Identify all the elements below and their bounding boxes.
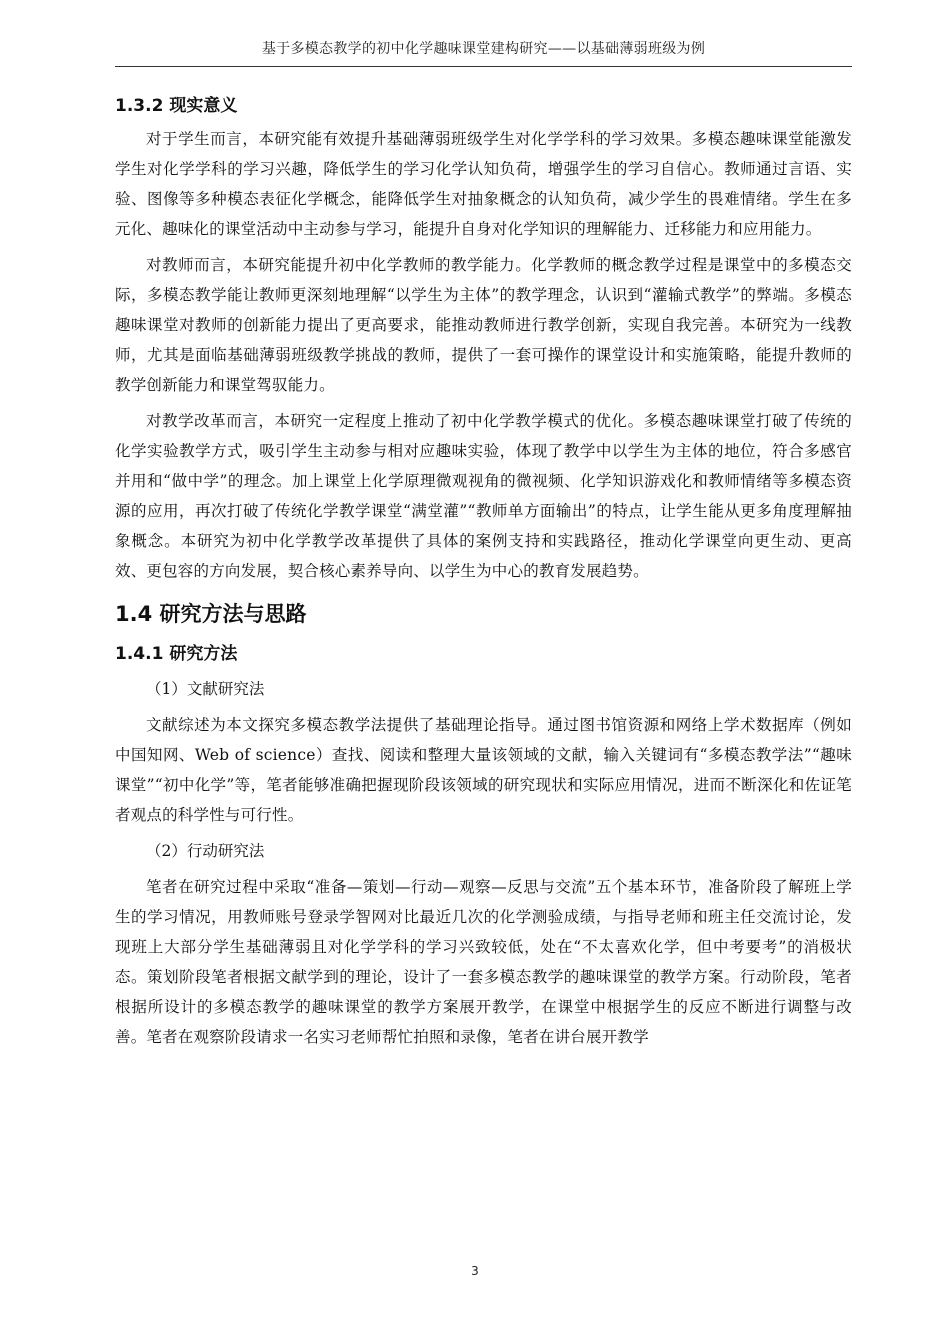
page-number: 3 <box>471 1264 479 1278</box>
method-label-action-research: （2）行动研究法 <box>146 842 265 860</box>
running-header: 基于多模态教学的初中化学趣味课堂建构研究——以基础薄弱班级为例 <box>261 41 706 57</box>
paragraph-action-research: 笔者在研究过程中采取“准备—策划—行动—观察—反思与交流”五个基本环节，准备阶段了解班上学生的学习情况，用教师账号登录学智网对比最近几次的化学测验成绩，与指导老师和班主任交流讨论，发现班上大部分学生基础薄弱且对化学学科的学习兴致较低，处在“不太喜欢化学，但中考要考”的消极状态。策划阶段笔者根据文献学到的理论，设计了一套多模态教学的趣味课堂的教学方案。行动阶段，笔者根据所设计的多模态教学的趣味课堂的教学方案展开教学，在课堂中根据学生的反应不断进行调整与改善。笔者在观察阶段请求一名实习老师帮忙拍照和录像，笔者在讲台展开教学 <box>115 878 852 1046</box>
header-rule <box>115 66 852 67</box>
section-heading-1-4: 1.4 研究方法与思路 <box>115 602 307 626</box>
section-heading-1-3-2: 1.3.2 现实意义 <box>115 96 238 116</box>
page-content <box>115 90 852 1052</box>
method-label-literature: （1）文献研究法 <box>146 680 265 698</box>
section-heading-1-4-1: 1.4.1 研究方法 <box>115 644 238 664</box>
paragraph-reform: 对教学改革而言，本研究一定程度上推动了初中化学教学模式的优化。多模态趣味课堂打破了传统的化学实验教学方式，吸引学生主动参与相对应趣味实验，体现了教学中以学生为主体的地位，符合多感官并用和“做中学”的理念。加上课堂上化学原理微观视角的微视频、化学知识游戏化和教师情绪等多模态资源的应用，再次打破了传统化学教学课堂“满堂灌”“教师单方面输出”的特点，让学生能从更多角度理解抽象概念。本研究为初中化学教学改革提供了具体的案例支持和实践路径，推动化学课堂向更生动、更高效、更包容的方向发展，契合核心素养导向、以学生为中心的教育发展趋势。 <box>115 412 852 580</box>
paragraph-students: 对于学生而言，本研究能有效提升基础薄弱班级学生对化学学科的学习效果。多模态趣味课堂能激发学生对化学学科的学习兴趣，降低学生的学习化学认知负荷，增强学生的学习自信心。教师通过言语、实验、图像等多种模态表征化学概念，能降低学生对抽象概念的认知负荷，减少学生的畏难情绪。学生在多元化、趣味化的课堂活动中主动参与学习，能提升自身对化学知识的理解能力、迁移能力和应用能力。 <box>115 130 852 238</box>
paragraph-literature-method: 文献综述为本文探究多模态教学法提供了基础理论指导。通过图书馆资源和网络上学术数据库（例如中国知网、Web of science）查找、阅读和整理大量该领域的文献，输入关键词有“多模态教学法”“趣味课堂”“初中化学”等，笔者能够准确把握现阶段该领域的研究现状和实际应用情况，进而不断深化和佐证笔者观点的科学性与可行性。 <box>115 716 852 824</box>
paragraph-teachers: 对教师而言，本研究能提升初中化学教师的教学能力。化学教师的概念教学过程是课堂中的多模态交际，多模态教学能让教师更深刻地理解“以学生为主体”的教学理念，认识到“灌输式教学”的弊端。多模态趣味课堂对教师的创新能力提出了更高要求，能推动教师进行教学创新，实现自我完善。本研究为一线教师，尤其是面临基础薄弱班级教学挑战的教师，提供了一套可操作的课堂设计和实施策略，能提升教师的教学创新能力和课堂驾驭能力。 <box>115 256 852 394</box>
